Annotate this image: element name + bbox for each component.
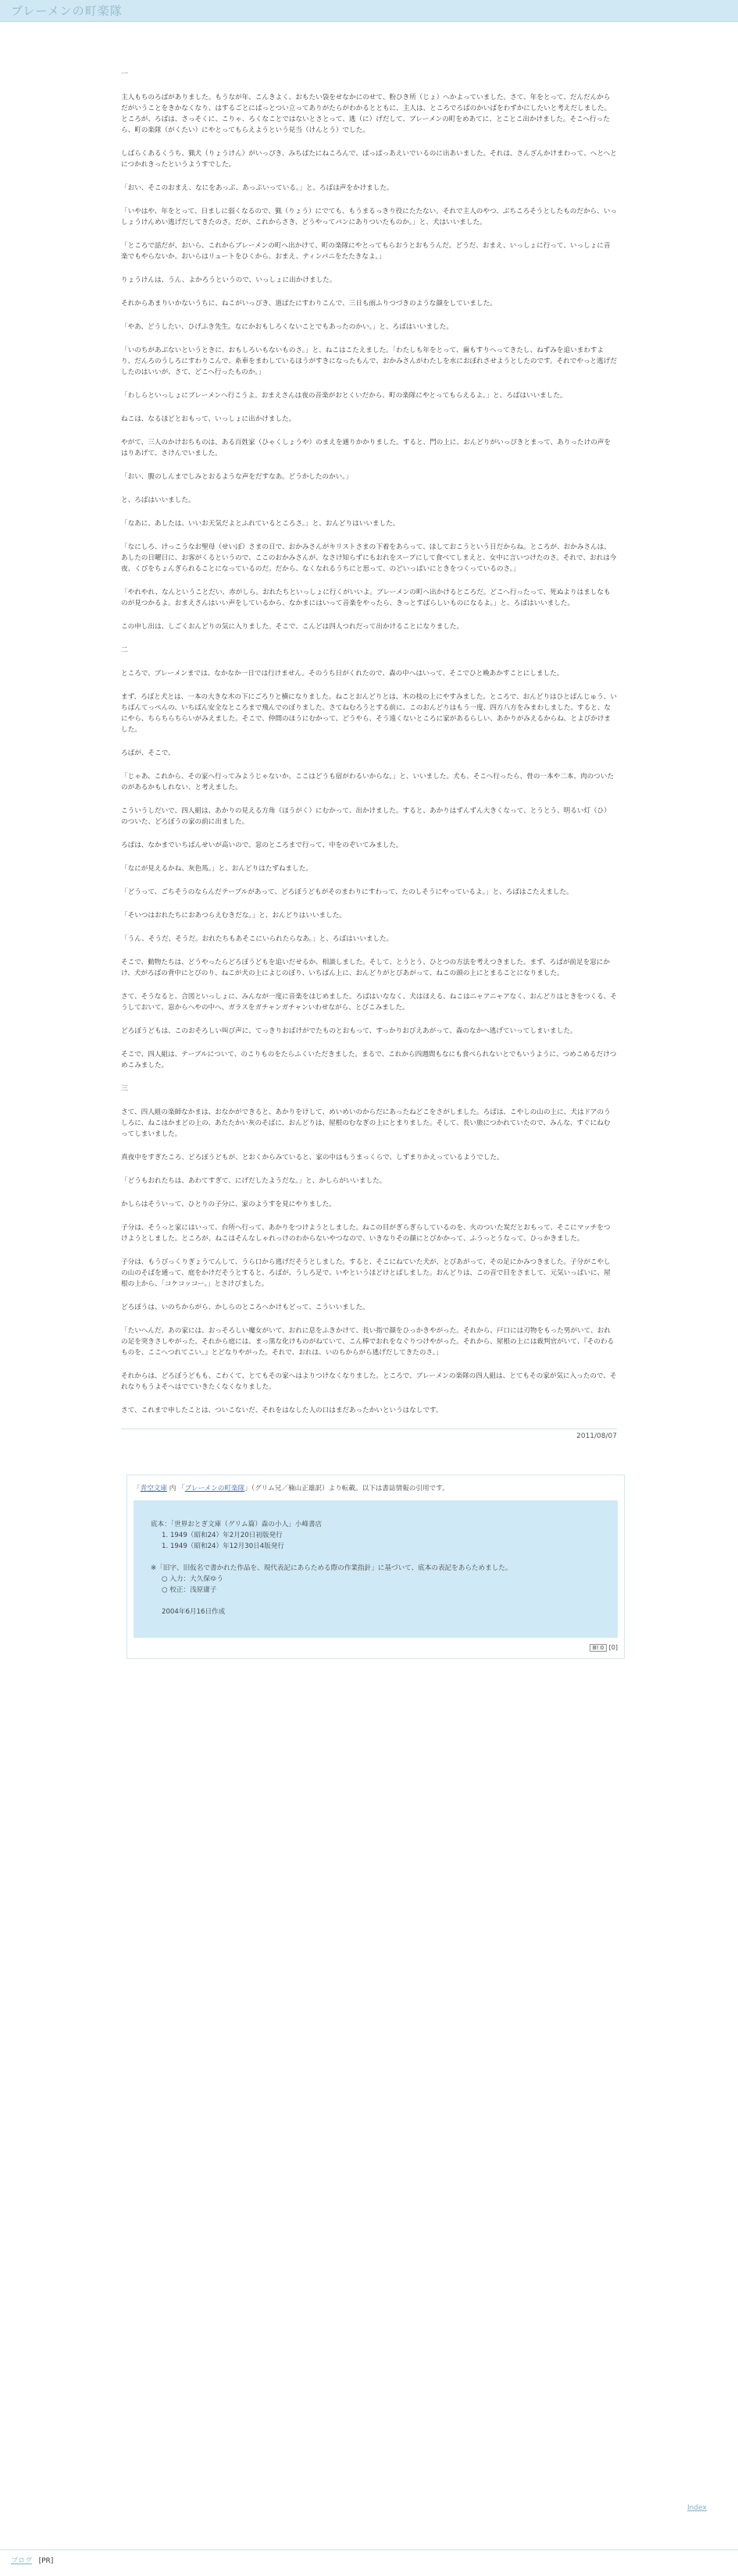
- work-link[interactable]: ブレーメンの町楽隊: [184, 1485, 245, 1493]
- paragraph: どろぼうは、いのちからがら、かしらのところへかけもどって、こういいました。: [121, 1304, 369, 1311]
- bibliography-line: 1. 1949（昭和24）年2月20日初版発行: [162, 1532, 283, 1539]
- bibliography-line: ※「旧字、旧仮名で書かれた作品を、現代表記にあらためる際の作業指針」に基づいて、底本の表記をあらためました。: [151, 1564, 512, 1572]
- paragraph-group-1: [121, 92, 617, 482]
- paragraph: 「いのちがあぶないというときに、おもしろいもないものさ。」と、ねこはこたえました。「わたしも年をとって、歯もすりへってきたし、ねずみを追いまわすより、だんろのうしろにすわりこんで、糸車をまわしているほうがすきになったもんで、おかみさんがわたしを水におぼれさせようとしたのです。それでやっと逃げだしたのはいいが、さて、どこへ行ったものか。」: [121, 347, 617, 376]
- paragraph: さて、そうなると、合図といっしょに、みんなが一度に音楽をはじめました。ろばはいななく、犬はほえる、ねこはニャアニャアなく、おんどりはときをつくる、そうしておいて、窓からへやの中へ、ガラスをガチャンガチャンいわせながら、とびこみました。: [121, 993, 617, 1012]
- paragraph: 「おい、腹のしんまでしみとおるような声をだすなあ。どうかしたのかい。」: [121, 473, 353, 481]
- paragraph: 「わしらといっしょにブレーメンへ行こうよ。おまえさんは夜の音楽がおとくいだから、町の楽隊にやとってもらえるよ。」と、ろばはいいました。: [121, 392, 567, 400]
- paragraph: 「ところで話だが、おいら、これからブレーメンの町へ出かけて、町の楽隊にやとってもらおうとおもうんだ。どうだ、おまえ、いっしょに行って、いっしょに音楽でもやらないか。おいらはリュートをひくから、おまえ、ティンパニをたたきなよ。」: [121, 242, 611, 261]
- paragraph: 子分は、そうっと家にはいって、台所へ行って、あかりをつけようとしました。ねこの目がぎらぎらしているのを、火のついた炭だとおもって、そこにマッチをつけようとしました。ところが、ねこはそんなしゃれっけのわからないやつなので、いきなりその顔にとびかかって、ふうっとうなって、ひっかきました。: [121, 1224, 611, 1243]
- paragraph-group-3: [121, 668, 617, 1071]
- index-link[interactable]: Index: [687, 2504, 707, 2512]
- paragraph: と、ろばはいいました。: [121, 496, 195, 504]
- bookmark-button[interactable]: B! 0: [590, 1644, 607, 1652]
- paragraph: 「おい、そこのおまえ、なにをあっぷ、あっぷいっている。」と、ろばは声をかけました。: [121, 184, 394, 192]
- credit-source: 「青空文庫 内 「ブレーメンの町楽隊」（グリム兄／楠山正雄訳）より転載。以下は書誌情報の引用です。: [134, 1485, 449, 1493]
- article-body: [0, 69, 738, 1416]
- paragraph: ろばは、なかまでいちばんせいが高いので、窓のところまで行って、中をのぞいてみました。: [121, 841, 403, 849]
- paragraph: さて、四人組の楽師なかまは、おなかができると、あかりをけして、めいめいのからだにあったねどこをさがしました。ろばは、こやしの山の上に、犬はドアのうしろに、ねこはかまどの上の、あたたかい灰のそばに、おんどりは、屋根のむなぎの上にとまりました。そして、長い旅につかれていたので、みんな、すぐにねむってしまいました。: [121, 1108, 611, 1138]
- paragraph: しばらくあるくうち、猟犬（りょうけん）がいっぴき、みちばたにねころんで、ぱっぱっあえいでいるのに出あいました。それは、さんざんかけまわって、へとへとにつかれきったというようすでした。: [121, 150, 617, 169]
- paragraph: 「たいへんだ、あの家には、おっそろしい魔女がいて、おれに息をふきかけて、長い指で顔をひっかきやがった。それから、戸口には刃物をもった男がいて、おれの足を突きさしやがった。それから庭には、まっ黒な化けものがねていて、こん棒でおれをなぐりつけやがった。それから、屋根の上には裁判官がいて、『そのわるものを、ここへつれてこい。』とどなりやがった。それで、おれは、いのちからがら逃げだしてきたのさ。」: [121, 1327, 615, 1357]
- paragraph: ねこは、なるほどとおもって、いっしょに出かけました。: [121, 415, 296, 423]
- paragraph: そこで、動物たちは、どうやったらどろぼうどもを追いだせるか、相談しました。そして、とうとう、ひとつの方法を考えつきました。まず、ろばが前足を窓にかけ、犬がろばの背中にとびのり、ねこが犬の上によじのぼり、いちばん上に、おんどりがとびあがって、ねこの頭の上にとまることになりました。: [121, 959, 610, 977]
- paragraph: 「いやはや、年をとって、日ましに弱くなるので、猟（りょう）にでても、もうまるっきり役にたたない。それで主人のやつ、ぶちころそうとしたものだから、いっしょうけんめい逃げだしてきたのさ。だが、これからさき、どうやってパンにありついたものか。」と、犬はいいました。: [121, 208, 617, 226]
- paragraph: 「そいつはおれたちにおあつらえむきだな。」と、おんどりはいいました。: [121, 912, 346, 920]
- paragraph: ろばが、そこで、: [121, 749, 175, 757]
- paragraph: 「どうって、ごちそうのならんだテーブルがあって、どろぼうどもがそのまわりにすわって、たのしそうにやっているよ。」と、ろばはこたえました。: [121, 888, 573, 896]
- paragraph: 「じゃあ、これから、その家へ行ってみようじゃないか。ここはどうも宿がわるいからな。」と、いいました。犬も、そこへ行ったら、骨の一本や二本、肉のついたのがあるかもしれない、と考えました。: [121, 773, 614, 792]
- bibliography-line: ○ 入力：大久保ゆう: [162, 1575, 223, 1583]
- paragraph: まず、ろばと犬とは、一本の大きな木の下にごろりと横になりました。ねことおんどりとは、木の枝の上にやすみました。ところで、おんどりはひとばんじゅう、いちばんてっぺんの、いちばん安全なところまで飛んでのぼりました。さてねむろうとする前に、このおんどりはもう一度、四方八方をみまわしました。すると、なにやら、ちらちらちらいがみえました。そこで、仲間のほうにむかって、どうやら、そう遠くないところに家があるらしい、あかりがみえるからね、とよびかけました。: [121, 693, 617, 734]
- credit-box: [127, 1475, 625, 1659]
- paragraph: 子分は、もうびっくりぎょうてんして、うら口から逃げだそうとしました。すると、そこにねていた犬が、とびあがって、その足にかみつきました。子分がこやしの山のそばを通って、庭をかけだそうとすると、ろばが、うしろ足で、いやというほどけとばしました。おんどりは、この音で目をさまして、元気いっぱいに、屋根の上から、「コケコッコー。」とさけびました。: [121, 1258, 611, 1288]
- paragraph: それからあまりいかないうちに、ねこがいっぴき、道ばたにすわりこんで、三日も雨ふりつづきのような顔をしていました。: [121, 300, 497, 308]
- paragraph: 「なあに、あしたは、いいお天気だよとふれているところさ。」と、おんどりはいいました。: [121, 520, 400, 528]
- paragraph: こういうしだいで、四人組は、あかりの見える方角（ほうがく）にむかって、出かけました。すると、あかりはずんずん大きくなって、とうとう、明るい灯（ひ）のついた、どろぼうの家の前に出ました。: [121, 807, 611, 826]
- paragraph-group-2: [121, 518, 617, 632]
- paragraph: かしらはそういって、ひとりの子分に、家のようすを見にやりました。: [121, 1201, 336, 1208]
- pr-label: [PR]: [38, 2557, 54, 2565]
- credit-text: 内 「: [167, 1485, 185, 1493]
- paragraph: 「なにしろ、けっこうなお聖母（せいぼ）さまの日で、おかみさんがキリストさまの下着をあらって、ほしておこうという日だからね。ところが、おかみさんは、あしたの日曜日に、お客がくるというので、ここのおかみさんが、なさけ知らずにもおれをスープにして食べてしまえと、女中に言いつけたのさ。それで、おれは今夜、くびをちょんぎられることになっているのだ。だから、なくなれるうちにと思って、のどいっぱいにときをつくっているのさ。」: [121, 543, 617, 573]
- section-number: 三: [121, 1085, 128, 1093]
- post-date: 2011/08/07: [121, 1429, 617, 1440]
- paragraph: それからは、どろぼうどもも、こわくて、とてもその家へはよりつけなくなりました。ところで、ブレーメンの楽隊の四人組は、とてもその家が気に入ったので、それなりもうよそへはでていきたくなくなりました。: [121, 1372, 617, 1391]
- bibliography-line: 2004年6月16日作成: [162, 1608, 226, 1616]
- paragraph-group-4: [121, 1107, 617, 1416]
- bookmark-row: [134, 1644, 618, 1652]
- bibliography: [134, 1500, 618, 1638]
- section-number: 一: [121, 70, 128, 78]
- paragraph: 「どうもおれたちは、あわてすぎて、にげだしたようだな。」と、かしらがいいました。: [121, 1177, 387, 1185]
- paragraph: りょうけんは、うん、よかろうというので、いっしょに出かけました。: [121, 276, 337, 284]
- paragraph: どろぼうどもは、このおそろしい叫び声に、てっきりおばけがでたものとおもって、すっかりおびえあがって、森のなかへ逃げていってしまいました。: [121, 1027, 577, 1035]
- paragraph: この申し出は、しごくおんどりの気に入りました。そこで、こんどは四人つれだって出かけることになりました。: [121, 623, 464, 631]
- bibliography-line: 底本：「世界おとぎ文庫（グリム篇）森の小人」小峰書店: [151, 1521, 323, 1528]
- paragraph: ところで、ブレーメンまでは、なかなか一日では行けません。そのうち日がくれたので、森の中へはいって、そこでひと晩あかすことにしました。: [121, 670, 564, 678]
- bibliography-line: ○ 校正：浅原庸子: [162, 1586, 217, 1594]
- bibliography-line: 1. 1949（昭和24）年12月30日4版発行: [162, 1542, 285, 1550]
- site-header: [0, 0, 738, 22]
- paragraph: さて、これまで申したことは、ついこないだ、それをはなした人の口はまだあったかいというはなしです。: [121, 1407, 443, 1414]
- credit-text: 」（グリム兄／楠山正雄訳）より転載。以下は書誌情報の引用です。: [244, 1485, 449, 1493]
- paragraph: 「やれやれ、なんということだい、赤がしら。おれたちといっしょに行くがいいよ。ブレーメンの町へ出かけるところだ。どこへ行ったって、死ぬよりはましなものが見つかるよ。おまえさんはいい声をしているから、なかまにはいって音楽をやったら、きっとすばらしいものになるよ。」と、ろばはいいました。: [121, 589, 611, 607]
- paragraph: やがて、三人のかけおちものは、ある百姓家（ひゃくしょうや）のまえを通りかかりました。すると、門の上に、おんどりがいっぴきとまって、ありったけの声をはりあげて、さけんでいました。: [121, 439, 611, 457]
- paragraph: 真夜中をすぎたころ、どろぼうどもが、とおくからみていると、家の中はもうまっくらで、しずまりかえっているようでした。: [121, 1154, 504, 1162]
- section-number: 二: [121, 646, 128, 654]
- blog-link[interactable]: ブログ: [11, 2557, 33, 2565]
- bookmark-count: [0]: [608, 1644, 618, 1651]
- paragraph: 主人もちのろばがありました。もうなが年、こんきよく、おもたい袋をせなかにのせて、粉ひき所（じょ）へかよっていました。さて、年をとって、だんだんからだがいうことをきかなくなり、はするごとにぱっとつい立ってありがたらがわかるとともに、主人は、ところでろばのかいばをわずかにしたいと考えだしました。ところが、ろばは、さっそくに、こりゃ、ろくなことではないとさとって、逃（に）げだして、ブレーメンの町をめあてに、とことこ出かけました。そこへ行ったら、町の楽隊（がくたい）にやとってもらえようという見当（けんとう）でした。: [121, 94, 611, 134]
- paragraph: 「やあ、どうしたい、ひげふき先生。なにかおもしろくないことでもあったのかい。」と、ろばはいいました。: [121, 323, 453, 331]
- footer: [0, 2549, 738, 2576]
- aozora-link[interactable]: 青空文庫: [140, 1485, 167, 1493]
- paragraph: 「なにが見えるかね、灰色馬。」と、おんどりはたずねました。: [121, 865, 312, 873]
- site-title[interactable]: ブレーメンの町楽隊: [11, 4, 123, 18]
- paragraph: そこで、四人組は、テーブルについて、のこりものをたらふくいただきました。まるで、これから四週間もなにも食べられないとでもいうように、つめこめるだけつめこみました。: [121, 1051, 617, 1069]
- paragraph: 「うん、そうだ、そうだ。おれたちもあそこにいられたらなあ。」と、ろばはいいました。: [121, 935, 394, 943]
